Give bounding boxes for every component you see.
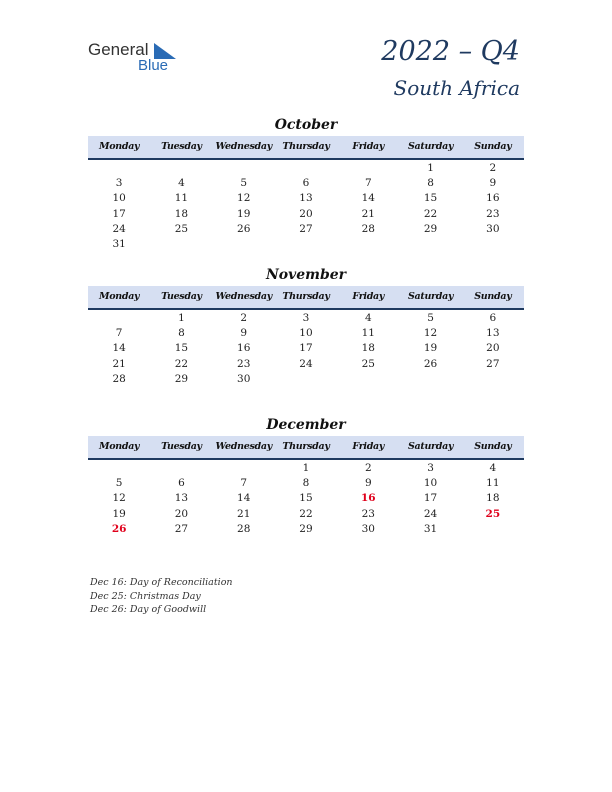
weekday-label: Wednesday [215,441,272,452]
day-cell: 25 [174,222,189,235]
day-cell: 9 [364,477,372,490]
month-november [88,266,524,387]
day-cell: 14 [112,342,126,355]
day-cell: 20 [486,342,500,355]
day-cell: 24 [112,222,126,235]
logo-text-blue: Blue [138,57,169,74]
day-cell: 24 [423,507,438,520]
weekday-label: Monday [99,441,140,452]
empty-cell [150,161,212,176]
day-cell: 29 [174,372,189,385]
day-cell: 1 [427,162,434,174]
day-cell: 31 [423,522,438,535]
weekday-label: Wednesday [215,141,272,152]
day-cell: 24 [299,357,313,370]
day-cell: 23 [237,357,251,370]
day-cell: 2 [240,312,248,324]
day-cell: 7 [240,477,248,490]
weekday-label: Friday [352,291,385,302]
weekday-label: Saturday [407,441,454,452]
day-cell: 7 [364,177,372,190]
day-cell: 16 [486,192,500,205]
weekday-label: Saturday [407,141,454,152]
day-cell: 27 [174,522,189,535]
weekday-label: Tuesday [161,441,202,452]
day-cell: 1 [178,312,185,324]
day-cell: 3 [115,177,123,190]
day-cell: 11 [361,327,375,340]
day-cell: 5 [427,312,434,324]
day-cell: 21 [361,207,375,220]
page-title: 2022 – Q4 [381,36,520,67]
weekday-label: Monday [99,291,140,302]
day-cell: 16 [360,492,376,505]
day-cell: 28 [361,222,375,235]
day-cell: 8 [178,327,185,340]
day-cell: 19 [423,342,438,355]
day-cell: 23 [361,507,375,520]
holiday-note: Dec 26: Day of Goodwill [90,604,207,615]
day-cell: 12 [112,492,126,505]
holiday-note: Dec 25: Christmas Day [90,590,201,602]
weekday-label: Friday [352,141,385,152]
day-cell: 21 [112,357,126,370]
day-cell: 19 [112,507,126,520]
day-cell: 14 [361,192,375,205]
empty-cell [337,161,399,176]
day-cell: 10 [112,192,126,205]
day-cell: 27 [299,222,313,235]
day-cell: 15 [423,192,438,205]
day-cell: 8 [427,177,434,190]
weekday-header [88,136,524,160]
day-cell: 1 [302,462,310,474]
holiday-list [90,576,233,617]
month-title: November [265,267,347,283]
logo-text-general: General [88,40,149,59]
day-cell: 5 [115,477,123,490]
day-cell: 7 [115,327,123,340]
day-cell: 10 [299,327,313,340]
weekday-label: Tuesday [161,141,202,152]
day-cell: 17 [112,207,126,220]
day-cell: 15 [299,492,313,505]
day-cell: 25 [485,507,501,520]
day-cell: 22 [299,507,313,520]
day-cell: 2 [364,462,372,474]
day-cell: 30 [486,222,500,235]
day-cell: 22 [174,357,189,370]
month-october [88,116,524,252]
day-cell: 11 [174,192,189,205]
day-cell: 17 [423,492,438,505]
day-cell: 4 [489,462,497,474]
day-cell: 12 [237,192,251,205]
weekday-label: Monday [99,141,140,152]
day-cell: 11 [486,477,500,490]
day-cell: 3 [302,312,310,324]
day-cell: 20 [174,507,189,520]
weekday-label: Tuesday [161,291,202,302]
day-grid [88,311,524,387]
day-cell: 6 [178,477,185,490]
day-cell: 28 [237,522,251,535]
day-cell: 25 [361,357,375,370]
empty-cell [213,161,275,176]
day-cell: 26 [111,522,127,535]
weekday-label: Thursday [282,141,330,152]
day-cell: 14 [237,492,251,505]
day-cell: 3 [427,462,434,474]
day-cell: 27 [486,357,500,370]
weekday-label: Sunday [474,441,512,452]
day-cell: 9 [240,327,248,340]
day-cell: 23 [486,207,500,220]
empty-cell [88,461,150,476]
day-cell: 2 [489,162,497,174]
day-cell: 12 [423,327,438,340]
day-cell: 8 [302,477,310,490]
month-title: December [266,417,346,433]
day-cell: 21 [237,507,251,520]
empty-cell [88,311,150,326]
weekday-label: Thursday [282,441,330,452]
day-grid [88,461,524,537]
empty-cell [88,161,150,176]
day-cell: 30 [361,522,375,535]
month-title: October [274,117,338,133]
day-cell: 30 [237,372,251,385]
day-cell: 26 [423,357,438,370]
day-cell: 13 [486,327,500,340]
weekday-label: Thursday [282,291,330,302]
day-cell: 18 [361,342,375,355]
day-cell: 28 [112,372,126,385]
day-cell: 19 [237,207,251,220]
weekday-label: Wednesday [215,291,272,302]
day-cell: 6 [302,177,310,190]
day-cell: 16 [237,342,251,355]
day-grid [88,161,524,252]
empty-cell [150,461,212,476]
day-cell: 29 [423,222,438,235]
day-cell: 6 [489,312,497,324]
empty-cell [275,161,337,176]
page-subtitle: South Africa [393,76,520,100]
day-cell: 18 [174,207,189,220]
weekday-header [88,286,524,310]
day-cell: 17 [299,342,313,355]
day-cell: 18 [486,492,500,505]
day-cell: 13 [299,192,313,205]
day-cell: 4 [364,312,372,324]
weekday-label: Sunday [474,141,512,152]
empty-cell [213,461,275,476]
day-cell: 26 [237,222,251,235]
day-cell: 20 [299,207,313,220]
day-cell: 31 [112,237,126,250]
weekday-label: Sunday [474,291,512,302]
month-december [88,416,524,537]
holiday-note: Dec 16: Day of Reconciliation [90,577,233,588]
day-cell: 29 [299,522,313,535]
weekday-label: Friday [352,441,385,452]
day-cell: 9 [489,177,497,190]
day-cell: 10 [423,477,438,490]
day-cell: 5 [240,177,248,190]
logo [88,40,188,76]
weekday-label: Saturday [407,291,454,302]
day-cell: 22 [423,207,438,220]
day-cell: 4 [178,177,185,190]
day-cell: 15 [174,342,189,355]
day-cell: 13 [174,492,189,505]
weekday-header [88,436,524,460]
